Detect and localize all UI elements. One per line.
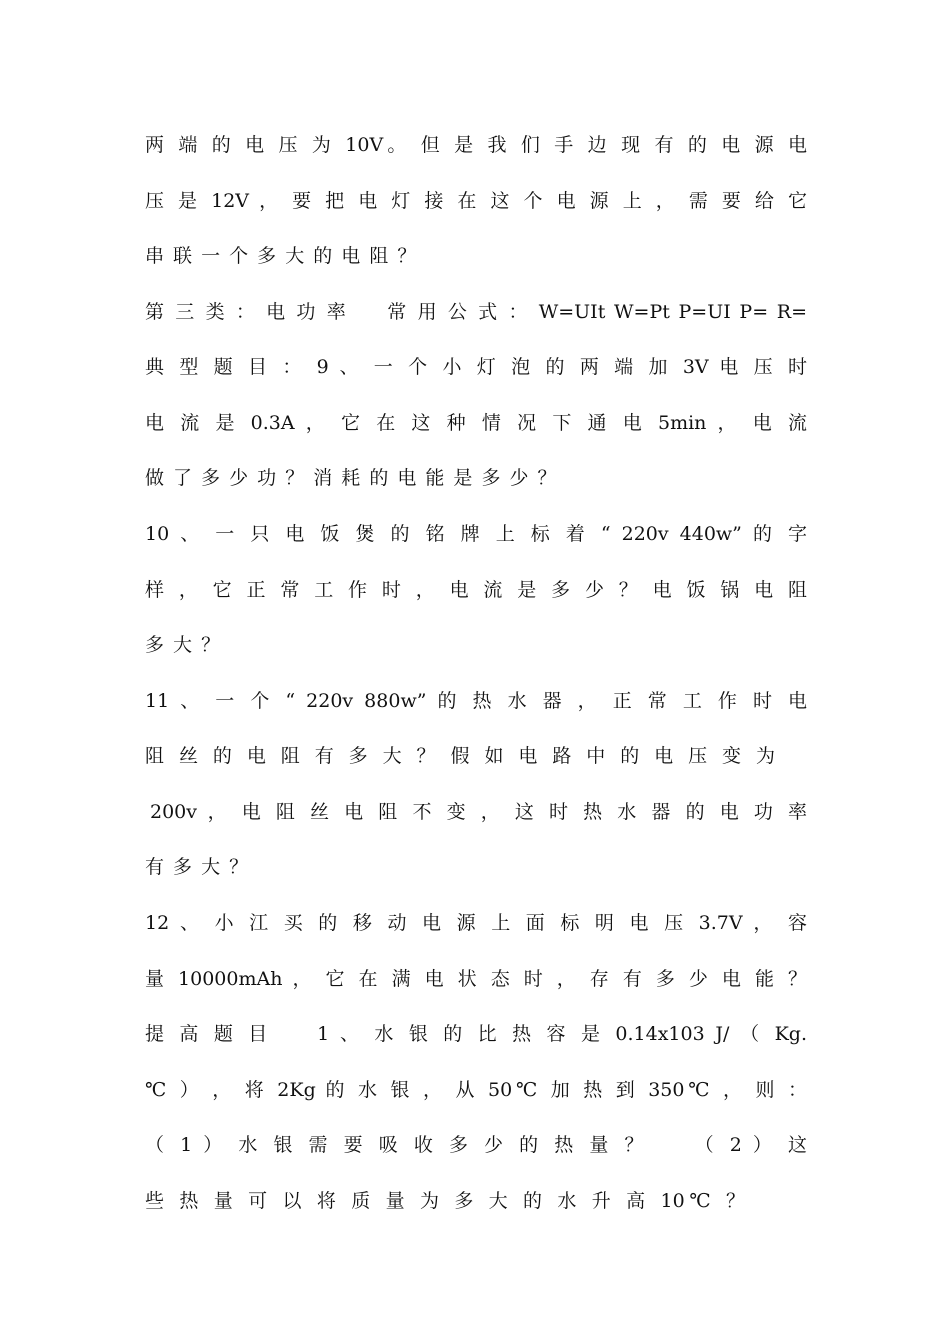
text-line: 些 热 量 可 以 将 质 量 为 多 大 的 水 升 高 10℃ ？ [145, 1190, 745, 1212]
text-line: 提 高 题 目 1 、 水 银 的 比 热 容 是 0.14x103 J/ （ Kg. [145, 1023, 807, 1045]
text-line: 两 端 的 电 压 为 10V。 但 是 我 们 手 边 现 有 的 电 源 电 [145, 134, 807, 156]
text-line: 10 、 一 只 电 饭 煲 的 铭 牌 上 标 着 “ 220v 440w” 的 字 [145, 523, 807, 545]
text-line: 电 流 是 0.3A ， 它 在 这 种 情 况 下 通 电 5min ， 电 流 [145, 412, 807, 434]
text-line: 压 是 12V ， 要 把 电 灯 接 在 这 个 电 源 上 ， 需 要 给 它 [145, 190, 807, 212]
text-line: 典 型 题 目 ： 9 、 一 个 小 灯 泡 的 两 端 加 3V 电 压 时 [145, 356, 807, 378]
text-line: 样 ， 它 正 常 工 作 时 ， 电 流 是 多 少 ？ 电 饭 锅 电 阻 [145, 579, 807, 601]
text-line: 第 三 类 ： 电 功 率 常 用 公 式 ： W=UIt W=Pt P=UI P= R= [145, 301, 807, 323]
text-line: 阻 丝 的 电 阻 有 多 大 ？ 假 如 电 路 中 的 电 压 变 为 [145, 745, 775, 767]
text-line: 12 、 小 江 买 的 移 动 电 源 上 面 标 明 电 压 3.7V ， 容 [145, 912, 807, 934]
text-line: 量 10000mAh ， 它 在 满 电 状 态 时 ， 存 有 多 少 电 能 ？ [145, 968, 807, 990]
text-line: 多 大 ？ [145, 634, 221, 656]
text-line: 11 、 一 个 “ 220v 880w” 的 热 水 器 ， 正 常 工 作 时 电 [145, 690, 807, 712]
text-line: 有 多 大 ？ [145, 856, 249, 878]
text-line: 做 了 多 少 功 ？ 消 耗 的 电 能 是 多 少 ？ [145, 467, 557, 489]
text-line: （ 1 ） 水 银 需 要 吸 收 多 少 的 热 量 ？ （ 2 ） 这 [145, 1134, 807, 1156]
text-line: ℃ ） ， 将 2Kg 的 水 银 ， 从 50℃ 加 热 到 350℃ ， 则 ： [145, 1079, 807, 1101]
text-line: 200v ， 电 阻 丝 电 阻 不 变 ， 这 时 热 水 器 的 电 功 率 [150, 801, 807, 823]
text-line: 串 联 一 个 多 大 的 电 阻 ？ [145, 245, 417, 267]
